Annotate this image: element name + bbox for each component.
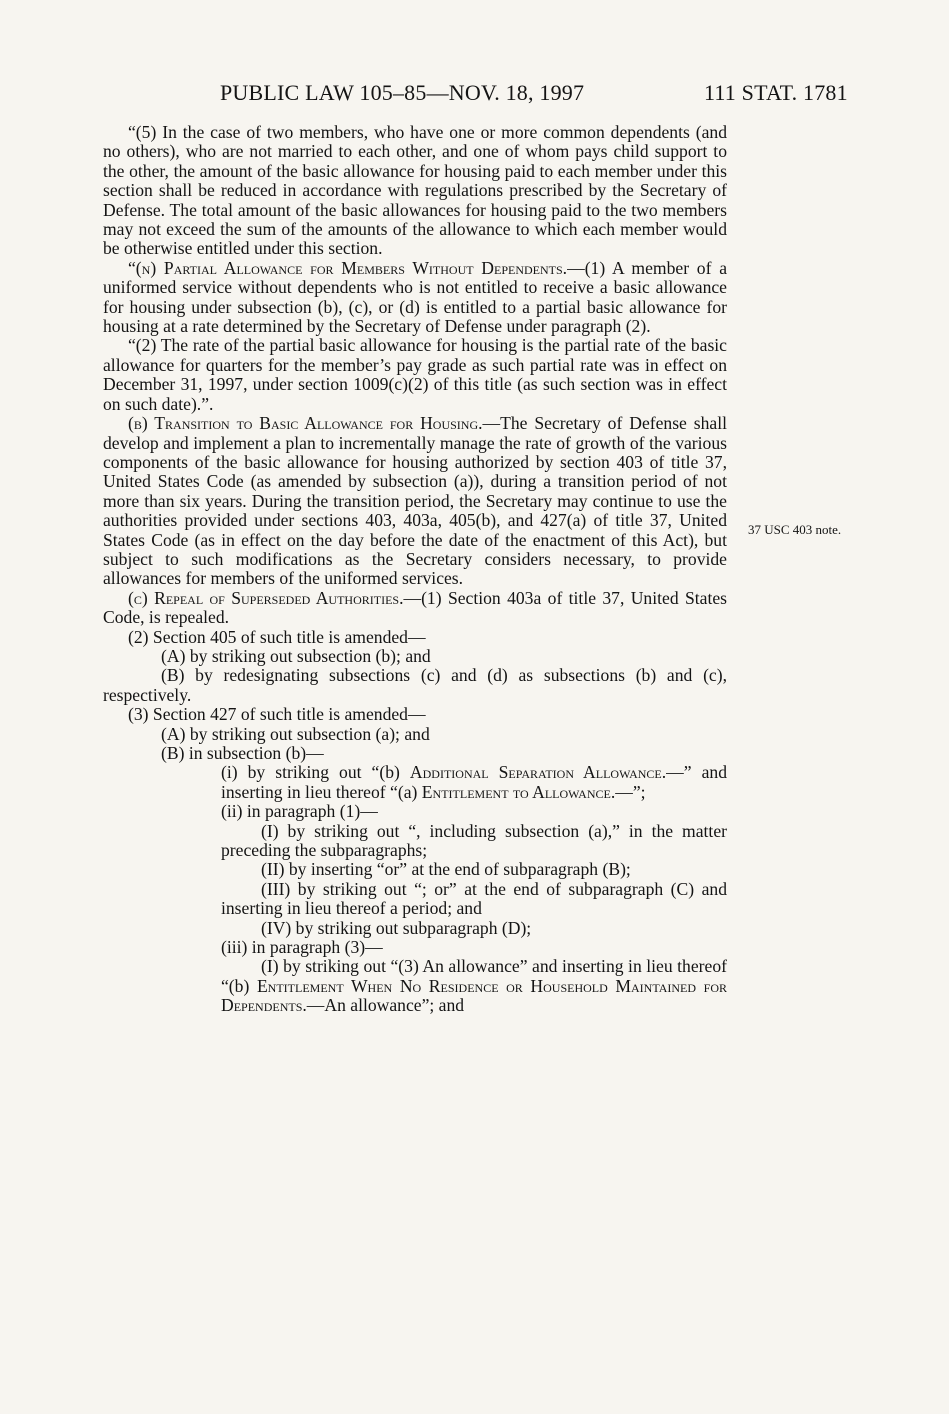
paragraph-c2B: (B) by redesignating subsections (c) and (d) as subsections (b) and (c), respectively. — [103, 665, 727, 705]
paragraph-c3BiiI: (I) by striking out “, including subsection (a),” in the matter preceding the subparagraphs; — [221, 820, 727, 861]
paragraph-c-text: —(1) Section 403a of title 37, United States Code, is repealed. — [103, 587, 727, 628]
paragraph-c3BiiIV: (IV) by striking out subparagraph (D); — [261, 917, 532, 938]
paragraph-c — [103, 589, 727, 628]
paragraph-b — [103, 414, 727, 589]
heading-b: (b) Transition to Basic Allowance for Housing. — [128, 413, 483, 434]
paragraph-c3B: (B) in subsection (b)— — [161, 743, 324, 763]
paragraph-c2A: (A) by striking out subsection (b); and — [161, 645, 431, 666]
paragraph-n2: “(2) The rate of the partial basic allowance for housing is the partial rate of the basic allowance for quarters for the member’s pay grade as such partial rate was in effect on December 31, 1997, under section 1009(c)(2) of this title (as such section was in effect on such date).”. — [103, 335, 727, 414]
c3BiiiI-post: —An allowance”; and — [306, 995, 465, 1016]
paragraph-b-text: —The Secretary of Defense shall develop and implement a plan to incrementally manage the rate of growth of the various components of the basic allowance for housing authorized by section 403 of title 37, United States Code (as amended by subsection (a)), during a transition period of not more than six years. During the transition period, the Secretary may continue to use the authorities provided under sections 403, 403a, 405(b), and 427(a) of title 37, United States Code (as in effect on the day before the date of the enactment of this Act), but subject to such modifications as the Secretary considers necessary, to provide allowances for members of the uniformed services. — [103, 413, 727, 589]
paragraph-c2: (2) Section 405 of such title is amended— — [128, 626, 426, 647]
paragraph-5: “(5) In the case of two members, who have one or more common dependents (and no others), who are not married to each other, and one of whom pays child support to the other, the amount of the basic allowance for housing paid to each member under this section shall be reduced in accordance with regulations prescribed by the Secretary of Defense. The total amount of the basic allowances for housing paid to the two members may not exceed the sum of the amounts of the allowance to which each member would be otherwise entitled under this section. — [103, 122, 727, 259]
paragraph-c3BiiiI — [103, 957, 727, 1015]
body-text — [103, 123, 727, 1016]
c3Bi-post: —”; — [615, 781, 646, 802]
c3BiiiI-heading: Entitlement When No Residence or Household Maintained for Dependents. — [221, 975, 727, 1016]
paragraph-n-text: —(1) A member of a uniformed service without dependents who is not entitled to receive a basic allowance for housing under subsection (b), (c), or (d) is entitled to a partial basic allowance for housing at a rate determined by the Secretary of Defense under paragraph (2). — [103, 257, 728, 337]
paragraph-c3: (3) Section 427 of such title is amended— — [128, 704, 426, 725]
c3BiiiI-pre: (I) by striking out “(3) An allowance” and inserting in lieu thereof “(b) — [221, 956, 727, 996]
paragraph-n — [103, 259, 727, 337]
paragraph-c3BiiII: (II) by inserting “or” at the end of subparagraph (B); — [261, 859, 631, 880]
paragraph-c3Bii: (ii) in paragraph (1)— — [221, 801, 378, 822]
margin-note-citation: 37 USC 403 note. — [748, 522, 842, 537]
running-header-title: PUBLIC LAW 105–85—NOV. 18, 1997 — [220, 80, 585, 105]
c3Bi-pre: (i) by striking out “(b) — [221, 762, 410, 783]
paragraph-c3A: (A) by striking out subsection (a); and — [161, 723, 430, 744]
heading-c: (c) Repeal of Superseded Authorities. — [128, 587, 404, 608]
paragraph-c3BiiIII: (III) by striking out “; or” at the end of subparagraph (C) and inserting in lieu thereof a period; and — [221, 878, 727, 919]
running-header-page-number: 111 STAT. 1781 — [704, 80, 848, 105]
paragraph-c3Bi — [103, 763, 727, 802]
paragraph-c3Biii: (iii) in paragraph (3)— — [221, 937, 383, 958]
c3Bi-heading-1: Additional Separation Allowance. — [409, 762, 667, 783]
c3Bi-mid: —” and inserting in lieu thereof “(a) — [221, 762, 727, 802]
heading-n: “(n) Partial Allowance for Members Without Dependents. — [128, 257, 568, 278]
c3Bi-heading-2: Entitlement to Allowance. — [421, 781, 616, 802]
